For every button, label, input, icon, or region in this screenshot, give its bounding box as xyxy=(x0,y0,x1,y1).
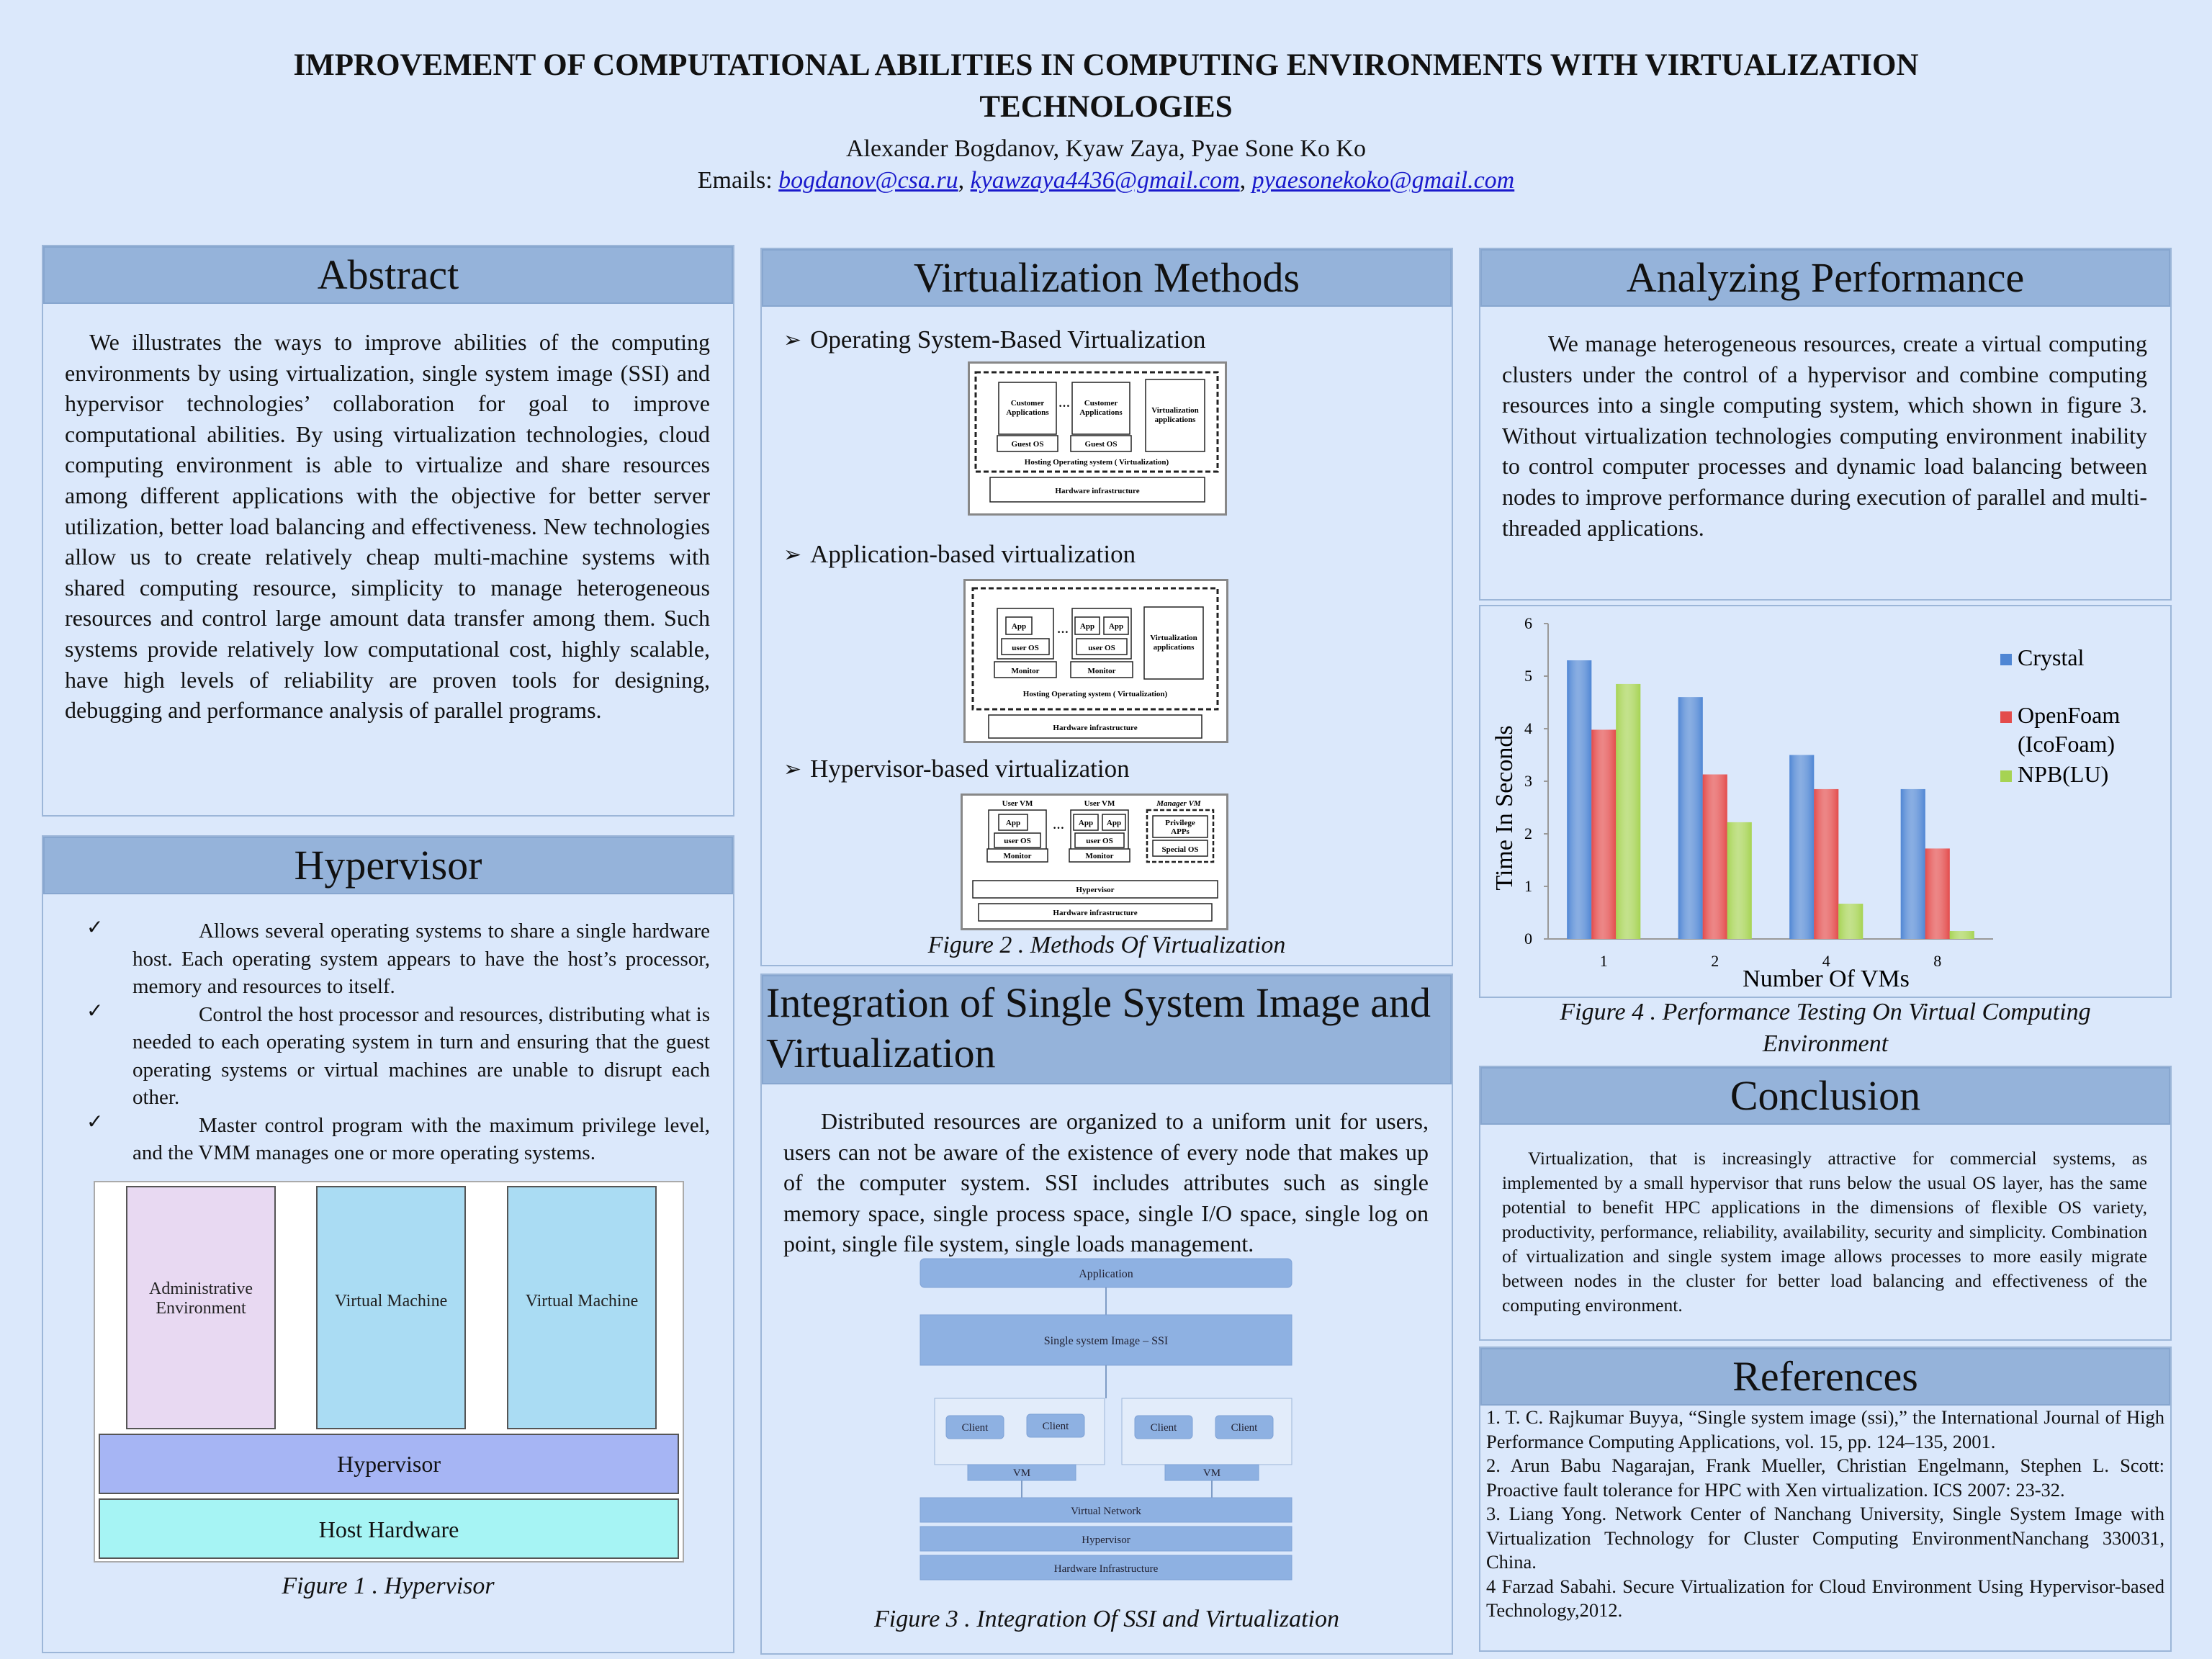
vm2-label: Virtual Machine xyxy=(525,1292,639,1310)
ssi-text: Distributed resources are organized to a uniform unit for users, users can not be aware of the existence of every node that makes up of the computer system. SSI includes attributes such as single memory space, single process space, single I/O space, single log on point, single file system, single loads management. xyxy=(783,1108,1429,1257)
chart-y-tick-label: 3 xyxy=(1524,772,1532,790)
os-virtualization-diagram xyxy=(968,361,1227,516)
svg-text:…: … xyxy=(1053,819,1064,832)
chart-x-tick-label: 8 xyxy=(1933,952,1942,970)
svg-text:APPs: APPs xyxy=(1171,827,1190,836)
svg-text:Special OS: Special OS xyxy=(1161,845,1199,854)
chart-bar-shine xyxy=(1616,684,1640,939)
svg-text:App: App xyxy=(1106,819,1122,827)
svg-text:Application: Application xyxy=(1079,1268,1133,1280)
methods-heading: Virtualization Methods xyxy=(762,249,1452,307)
arrow-bullet-icon: ➢ xyxy=(783,542,802,567)
chart-bar-shine xyxy=(1789,755,1814,940)
chart-y-label: Time In Seconds xyxy=(1491,725,1518,891)
chart-bar-shine xyxy=(1814,789,1838,939)
svg-text:Monitor: Monitor xyxy=(1011,667,1040,675)
hypervisor-panel xyxy=(42,835,734,1653)
hypervisor-figure-svg xyxy=(95,1182,683,1561)
svg-text:User VM: User VM xyxy=(1002,799,1033,808)
vm1-label: Virtual Machine xyxy=(334,1292,448,1310)
svg-text:Hardware Infrastructure: Hardware Infrastructure xyxy=(1053,1563,1159,1575)
chart-x-tick-label: 2 xyxy=(1711,952,1719,970)
svg-text:Customer: Customer xyxy=(1084,399,1118,408)
svg-text:Client: Client xyxy=(1231,1422,1258,1434)
references-heading: References xyxy=(1480,1348,2170,1406)
abstract-panel xyxy=(42,245,734,817)
svg-text:Virtualization: Virtualization xyxy=(1151,406,1199,415)
hypervisor-list xyxy=(86,917,710,1167)
svg-text:Virtualization: Virtualization xyxy=(1150,634,1197,642)
performance-text: We manage heterogeneous resources, create a virtual computing clusters under the control of a hypervisor and combine computing resources into a single computing system, which shown in figure 3. Without virtualization technologies computing environment inability to control computer processes and dynamic load balancing between nodes to improve performance during execution of parallel and multi-threaded applications. xyxy=(1502,331,2147,541)
conclusion-text: Virtualization, that is increasingly attractive for commercial systems, as implemented by a small hypervisor that runs below the usual OS layer, has the same potential to benefit HPC applications in the dimensions of flexible OS variety, productivity, performance, reliability, availability, security and simplicity. Combination of virtualization and single system image allows processes to more easily migrate between nodes in the cluster for better load balancing and effectiveness of the computing environment. xyxy=(1502,1148,2147,1316)
chart-x-tick-label: 1 xyxy=(1599,952,1608,970)
chart-y-tick-label: 6 xyxy=(1524,614,1532,632)
svg-text:…: … xyxy=(1058,397,1070,410)
performance-panel xyxy=(1479,248,2172,601)
references-panel xyxy=(1479,1346,2172,1652)
check-icon: ✓ xyxy=(86,999,104,1022)
ssi-figure xyxy=(917,1256,1321,1616)
chart-x-tick-label: 4 xyxy=(1822,952,1830,970)
arrow-bullet-icon: ➢ xyxy=(783,757,802,781)
figure-1-caption: Figure 1 . Hypervisor xyxy=(282,1573,495,1599)
check-icon: ✓ xyxy=(86,917,104,939)
performance-chart-panel xyxy=(1479,605,2172,998)
arrow-bullet-icon: ➢ xyxy=(783,328,802,352)
reference-item: 3. Liang Yong. Network Center of Nanchang University, Single System Image with Virtualization Technology for Cluster Computing EnvironmentNanchang 330031, China. xyxy=(1486,1503,2164,1573)
svg-text:Hypervisor: Hypervisor xyxy=(1082,1534,1130,1546)
chart-bar-shine xyxy=(1950,931,1974,939)
references-list xyxy=(1486,1406,2164,1623)
legend-label: Crystal xyxy=(2018,644,2085,670)
svg-text:App: App xyxy=(1011,622,1027,631)
email-link-2[interactable]: kyawzaya4436@gmail.com xyxy=(970,167,1240,194)
svg-text:App: App xyxy=(1078,819,1094,827)
svg-text:VM: VM xyxy=(1202,1467,1221,1479)
svg-text:Client: Client xyxy=(1150,1422,1177,1434)
authors: Alexander Bogdanov, Kyaw Zaya, Pyae Sone Ko Ko xyxy=(845,135,1366,162)
legend-label: (IcoFoam) xyxy=(2018,731,2116,757)
svg-text:applications: applications xyxy=(1153,643,1195,652)
poster-title xyxy=(144,45,2068,128)
chart-y-tick-label: 4 xyxy=(1524,719,1532,737)
svg-text:Client: Client xyxy=(1042,1421,1069,1432)
email-link-1[interactable]: bogdanov@csa.ru xyxy=(778,167,958,194)
svg-text:App: App xyxy=(1079,622,1095,631)
svg-text:user OS: user OS xyxy=(1004,837,1031,845)
legend-label: NPB(LU) xyxy=(2018,761,2109,787)
admin-label-1: Administrative xyxy=(149,1280,253,1298)
chart-bar-shine xyxy=(1838,904,1863,939)
svg-text:Hosting Operating system ( Vir: Hosting Operating system ( Virtualization) xyxy=(1022,690,1168,698)
reference-item: 2. Arun Babu Nagarajan, Frank Mueller, Christian Engelmann, Stephen L. Scott: Proactive fault tolerance for HPC with Xen virtualization. ICS 2007: 23-32. xyxy=(1486,1455,2164,1501)
svg-text:Manager VM: Manager VM xyxy=(1156,799,1201,808)
legend-swatch xyxy=(2000,654,2012,665)
legend-swatch xyxy=(2000,770,2012,782)
chart-y-tick-label: 0 xyxy=(1524,930,1532,948)
conclusion-heading: Conclusion xyxy=(1480,1067,2170,1125)
legend-swatch xyxy=(2000,711,2012,723)
methods-panel xyxy=(760,248,1453,966)
admin-label-2: Environment xyxy=(156,1299,246,1318)
svg-text:Privilege: Privilege xyxy=(1165,819,1195,827)
svg-text:Customer: Customer xyxy=(1010,399,1045,408)
chart-x-label: Number Of VMs xyxy=(1743,966,1910,992)
list-item: ✓ Master control program with the maximum privilege level, and the VMM manages one or more operating systems. xyxy=(109,1112,710,1167)
figure-4-caption: Figure 4 . Performance Testing On Virtual Computing Environment xyxy=(1560,999,2091,1057)
chart-y-tick-label: 5 xyxy=(1524,667,1532,685)
svg-text:Client: Client xyxy=(961,1422,989,1434)
hypervisor-label: Hypervisor xyxy=(337,1451,441,1477)
chart-bar-shine xyxy=(1591,729,1616,939)
chart-bar-shine xyxy=(1703,775,1727,939)
svg-text:User VM: User VM xyxy=(1084,799,1115,808)
svg-text:user OS: user OS xyxy=(1088,644,1115,652)
method-bullet-hypervisor: ➢ Hypervisor-based virtualization xyxy=(783,755,1130,783)
hypervisor-heading: Hypervisor xyxy=(43,837,733,894)
emails-line: Emails: bogdanov@csa.ru, kyawzaya4436@gmail.com, pyaesonekoko@gmail.com xyxy=(697,167,1515,194)
chart-bar-shine xyxy=(1925,848,1950,939)
emails-label: Emails: xyxy=(697,167,779,194)
method-bullet-os: ➢ Operating System-Based Virtualization xyxy=(783,325,1206,354)
chart-y-tick-label: 1 xyxy=(1524,877,1532,895)
chart-bar-shine xyxy=(1567,660,1591,939)
chart-bar-shine xyxy=(1901,789,1925,939)
abstract-text: We illustrates the ways to improve abilities of the computing environments by using virtualization, single system image (SSI) and hypervisor technologies’ collaboration for goal to improve computational abilities. By using virtualization technologies, cloud computing environment is able to virtualize and share resources among different applications with the objective for better server utilization, better load balancing and effectiveness. New technologies allow us to create relatively cheap multi-machine systems with shared computing resource, simplicity to manage heterogeneous resources and control large amount data transfer among them. Such systems provide relatively low computational cost, highly scalable, have high levels of reliability are proven tools for designing, debugging and performance analysis of parallel programs. xyxy=(65,329,710,724)
chart-bar-shine xyxy=(1678,697,1703,939)
list-item: ✓ Control the host processor and resources, distributing what is needed to each operating system in turn and ensuring that the guest operating systems or virtual machines are unable to disrupt each other. xyxy=(109,1001,710,1112)
svg-text:Hypervisor: Hypervisor xyxy=(1076,886,1115,894)
performance-chart xyxy=(1480,606,2170,997)
svg-text:Hosting Operating system ( Vir: Hosting Operating system ( Virtualization) xyxy=(1024,458,1169,467)
svg-text:Hardware infrastructure: Hardware infrastructure xyxy=(1053,909,1138,917)
ssi-panel xyxy=(760,974,1453,1655)
svg-text:Applications: Applications xyxy=(1006,408,1049,417)
performance-heading: Analyzing Performance xyxy=(1480,249,2170,307)
conclusion-panel xyxy=(1479,1066,2172,1341)
svg-text:Hardware infrastructure: Hardware infrastructure xyxy=(1055,487,1140,495)
hypervisor-figure xyxy=(94,1181,684,1563)
abstract-heading: Abstract xyxy=(43,246,733,304)
reference-item: 4 Farzad Sabahi. Secure Virtualization for Cloud Environment Using Hypervisor-based Technology,2012. xyxy=(1486,1575,2164,1621)
hypervisor-virtualization-diagram xyxy=(961,793,1228,930)
svg-text:Guest OS: Guest OS xyxy=(1084,440,1118,449)
svg-text:Hardware infrastructure: Hardware infrastructure xyxy=(1053,724,1138,732)
svg-text:user OS: user OS xyxy=(1086,837,1113,845)
svg-text:Applications: Applications xyxy=(1079,408,1123,417)
legend-label: OpenFoam xyxy=(2018,702,2121,728)
svg-text:Single system Image – SSI: Single system Image – SSI xyxy=(1043,1335,1169,1347)
figure-2-caption: Figure 2 . Methods Of Virtualization xyxy=(927,932,1286,958)
svg-text:App: App xyxy=(1108,622,1124,631)
svg-text:…: … xyxy=(1057,624,1069,636)
method-bullet-app: ➢ Application-based virtualization xyxy=(783,540,1136,568)
svg-text:Monitor: Monitor xyxy=(1003,852,1032,860)
svg-text:user OS: user OS xyxy=(1012,644,1039,652)
chart-y-tick-label: 2 xyxy=(1524,824,1532,842)
svg-text:Virtual Network: Virtual Network xyxy=(1071,1506,1141,1517)
title-line-2: TECHNOLOGIES xyxy=(979,90,1233,124)
svg-text:Guest OS: Guest OS xyxy=(1011,440,1044,449)
chart-bar-shine xyxy=(1727,822,1752,939)
figure-3-caption: Figure 3 . Integration Of SSI and Virtualization xyxy=(874,1606,1339,1632)
email-link-3[interactable]: pyaesonekoko@gmail.com xyxy=(1251,167,1515,194)
check-icon: ✓ xyxy=(86,1110,104,1133)
app-virtualization-diagram xyxy=(963,579,1228,743)
svg-text:VM: VM xyxy=(1012,1467,1031,1479)
svg-text:applications: applications xyxy=(1154,415,1196,424)
svg-text:Monitor: Monitor xyxy=(1085,852,1114,860)
svg-text:Monitor: Monitor xyxy=(1087,667,1116,675)
ssi-heading: Integration of Single System Image and Virtualization xyxy=(762,975,1452,1084)
title-line-1: IMPROVEMENT OF COMPUTATIONAL ABILITIES IN COMPUTING ENVIRONMENTS WITH VIRTUALIZATION xyxy=(293,48,1919,82)
host-hardware-label: Host Hardware xyxy=(318,1516,459,1542)
list-item: ✓ Allows several operating systems to share a single hardware host. Each operating system appears to have the host’s processor, memory and resources to itself. xyxy=(109,917,710,1001)
reference-item: 1. T. C. Rajkumar Buyya, “Single system image (ssi),” the International Journal of High Performance Computing Applications, vol. 15, pp. 124–135, 2001. xyxy=(1486,1406,2164,1452)
svg-text:App: App xyxy=(1005,819,1021,827)
